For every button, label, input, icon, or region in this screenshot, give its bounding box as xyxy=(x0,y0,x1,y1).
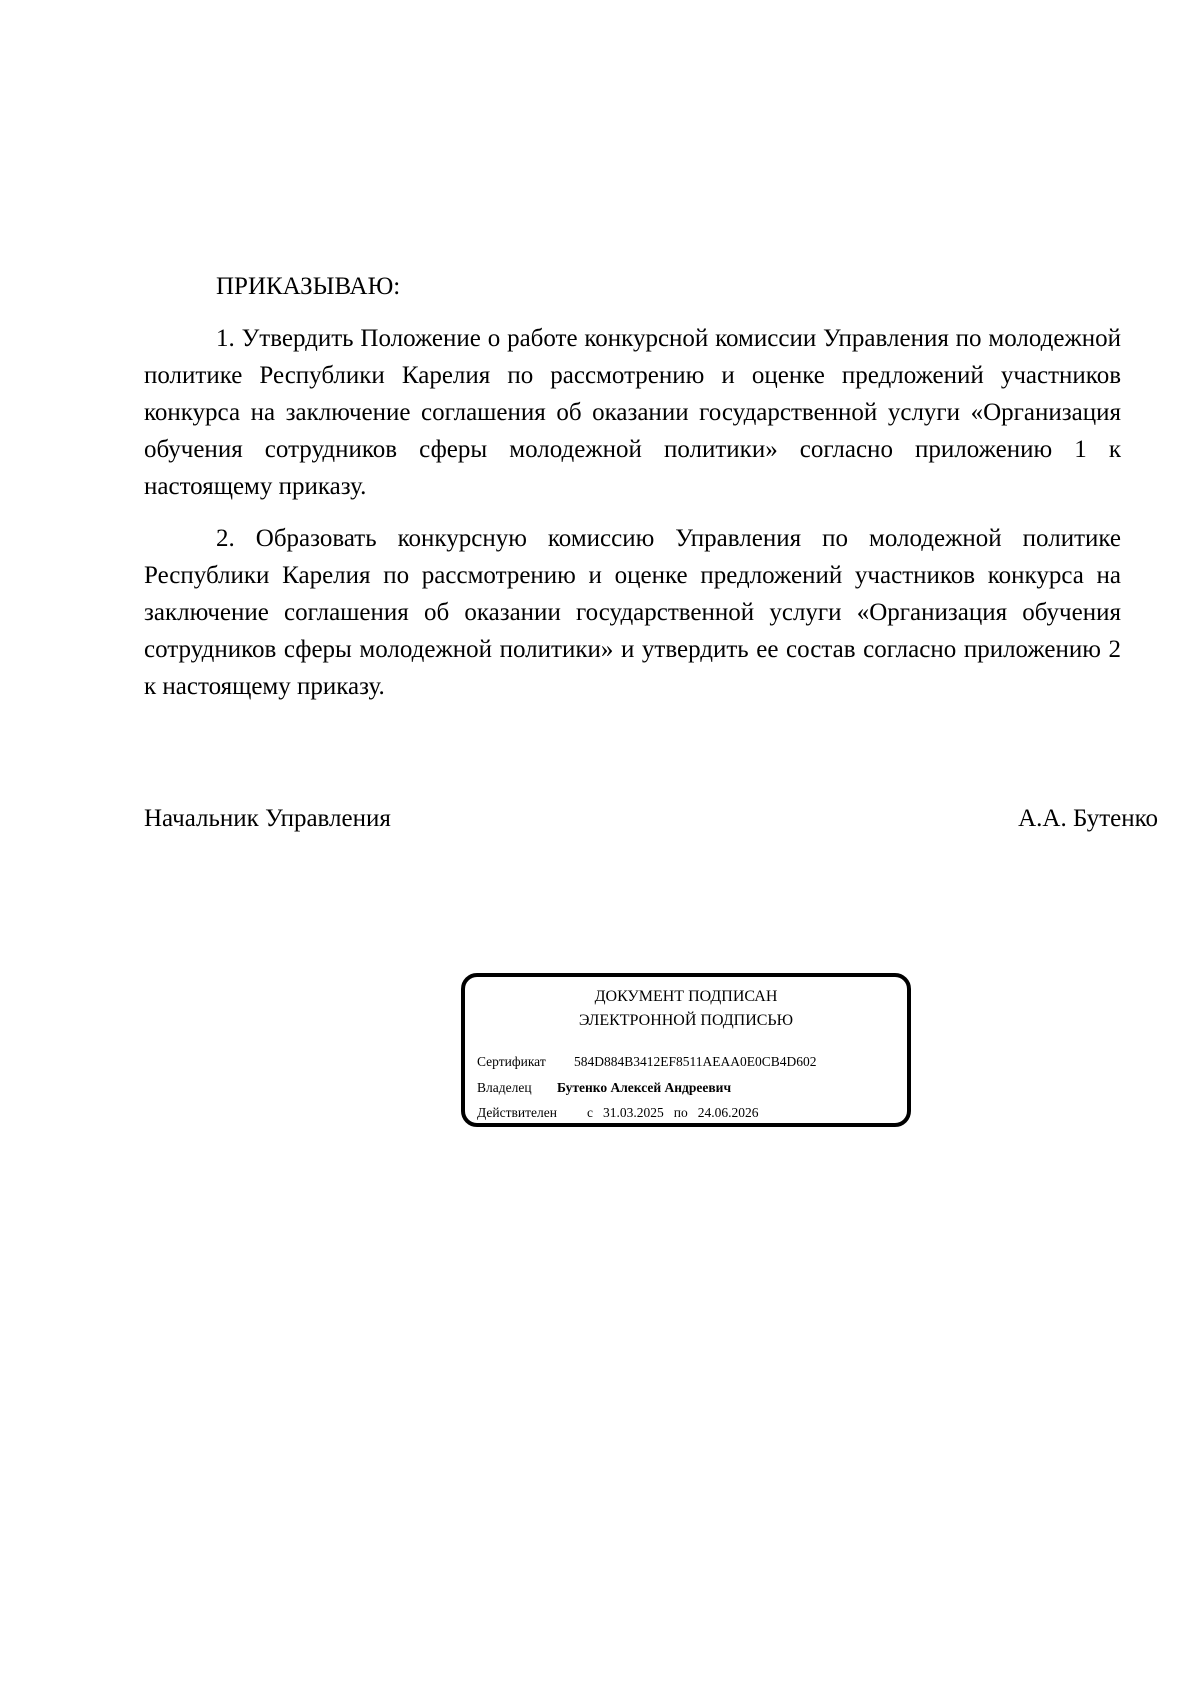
stamp-owner-row xyxy=(477,1080,731,1096)
signatory-name: А.А. Бутенко xyxy=(1018,805,1158,832)
owner-label: Владелец xyxy=(477,1080,532,1095)
owner-value: Бутенко Алексей Андреевич xyxy=(557,1080,732,1095)
stamp-title xyxy=(465,985,907,1033)
order-item-1: 1. Утвердить Положение о работе конкурсной комиссии Управления по молодежной политике Республики Карелия по рассмотрению и оценке предложений участников конкурса на заключение соглашения об оказании государственной услуги «Организация обучения сотрудников сферы молодежной политики» согласно приложению 1 к настоящему приказу. xyxy=(144,325,1121,500)
stamp-title-line-2: ЭЛЕКТРОННОЙ ПОДПИСЬЮ xyxy=(578,1012,794,1029)
valid-from-prefix: с xyxy=(587,1105,593,1120)
signatory-position: Начальник Управления xyxy=(144,805,391,832)
order-item-2: 2. Образовать конкурсную комиссию Управления по молодежной политике Республики Карелия по рассмотрению и оценке предложений участников конкурса на заключение соглашения об оказании государственной услуги «Организация обучения сотрудников сферы молодежной политики» и утвердить ее состав согласно приложению 2 к настоящему приказу. xyxy=(144,525,1121,700)
electronic-signature-stamp xyxy=(461,973,911,1127)
valid-to-prefix: по xyxy=(673,1105,688,1120)
certificate-value: 584D884B3412EF8511AEAA0E0CB4D602 xyxy=(574,1054,817,1069)
order-heading: ПРИКАЗЫВАЮ: xyxy=(216,273,401,300)
certificate-label: Сертификат xyxy=(477,1054,546,1069)
stamp-title-line-1: ДОКУМЕНТ ПОДПИСАН xyxy=(594,988,778,1005)
document-body xyxy=(144,268,1121,720)
stamp-certificate-row xyxy=(477,1054,817,1070)
stamp-validity-row xyxy=(477,1105,758,1121)
signature-block xyxy=(144,800,1158,837)
valid-from-date: 31.03.2025 xyxy=(603,1105,664,1120)
valid-label: Действителен xyxy=(477,1105,557,1120)
valid-to-date: 24.06.2026 xyxy=(697,1105,759,1120)
